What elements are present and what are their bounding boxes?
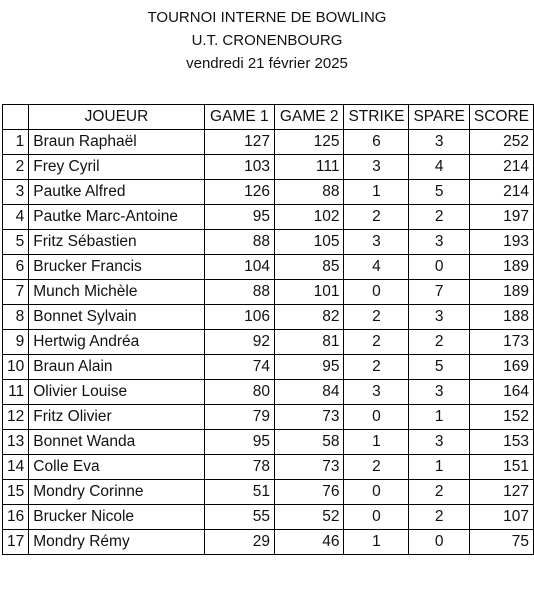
table-row xyxy=(3,380,534,405)
score-cell: 214 xyxy=(469,180,533,205)
player-name-cell: Olivier Louise xyxy=(29,380,204,405)
table-row xyxy=(3,180,534,205)
table-row xyxy=(3,330,534,355)
table-row xyxy=(3,505,534,530)
club-name: U.T. CRONENBOURG xyxy=(191,32,343,49)
spare-cell: 7 xyxy=(409,280,469,305)
table-row xyxy=(3,530,534,555)
game1-cell: 80 xyxy=(204,380,274,405)
score-cell: 188 xyxy=(469,305,533,330)
rank-cell: 10 xyxy=(3,355,29,380)
score-cell: 164 xyxy=(469,380,533,405)
game2-cell: 73 xyxy=(274,455,344,480)
spare-cell: 1 xyxy=(409,405,469,430)
game2-cell: 52 xyxy=(274,505,344,530)
spare-cell: 3 xyxy=(409,430,469,455)
game2-cell: 101 xyxy=(274,280,344,305)
table-row xyxy=(3,155,534,180)
rank-cell: 16 xyxy=(3,505,29,530)
score-cell: 252 xyxy=(469,130,533,155)
strike-cell: 3 xyxy=(344,155,409,180)
title-block xyxy=(0,6,534,75)
player-name-cell: Pautke Marc-Antoine xyxy=(29,205,204,230)
rank-cell: 3 xyxy=(3,180,29,205)
game2-cell: 85 xyxy=(274,255,344,280)
game2-cell: 73 xyxy=(274,405,344,430)
rank-cell: 17 xyxy=(3,530,29,555)
spare-cell: 2 xyxy=(409,480,469,505)
score-cell: 173 xyxy=(469,330,533,355)
score-cell: 127 xyxy=(469,480,533,505)
game1-cell: 51 xyxy=(204,480,274,505)
spare-cell: 5 xyxy=(409,180,469,205)
strike-cell: 2 xyxy=(344,330,409,355)
rank-cell: 4 xyxy=(3,205,29,230)
rank-cell: 7 xyxy=(3,280,29,305)
player-name-cell: Munch Michèle xyxy=(29,280,204,305)
strike-cell: 0 xyxy=(344,505,409,530)
player-name-cell: Colle Eva xyxy=(29,455,204,480)
player-name-cell: Hertwig Andréa xyxy=(29,330,204,355)
score-cell: 193 xyxy=(469,230,533,255)
score-cell: 152 xyxy=(469,405,533,430)
spare-cell: 4 xyxy=(409,155,469,180)
strike-cell: 2 xyxy=(344,305,409,330)
game1-cell: 95 xyxy=(204,205,274,230)
game2-cell: 95 xyxy=(274,355,344,380)
table-row xyxy=(3,280,534,305)
score-cell: 107 xyxy=(469,505,533,530)
strike-cell: 6 xyxy=(344,130,409,155)
table-row xyxy=(3,355,534,380)
player-name-cell: Braun Alain xyxy=(29,355,204,380)
rank-cell: 12 xyxy=(3,405,29,430)
strike-cell: 1 xyxy=(344,180,409,205)
player-name-cell: Braun Raphaël xyxy=(29,130,204,155)
tournament-date: vendredi 21 février 2025 xyxy=(186,55,348,72)
rank-cell: 8 xyxy=(3,305,29,330)
spare-cell: 3 xyxy=(409,380,469,405)
game2-cell: 58 xyxy=(274,430,344,455)
score-cell: 75 xyxy=(469,530,533,555)
game1-header: GAME 1 xyxy=(204,105,274,130)
game2-cell: 88 xyxy=(274,180,344,205)
table-row xyxy=(3,230,534,255)
strike-cell: 2 xyxy=(344,355,409,380)
game1-cell: 95 xyxy=(204,430,274,455)
score-header: SCORE xyxy=(469,105,533,130)
player-name-cell: Bonnet Sylvain xyxy=(29,305,204,330)
rank-cell: 6 xyxy=(3,255,29,280)
strike-cell: 4 xyxy=(344,255,409,280)
rank-cell: 13 xyxy=(3,430,29,455)
game2-cell: 82 xyxy=(274,305,344,330)
table-row xyxy=(3,405,534,430)
spare-cell: 0 xyxy=(409,255,469,280)
strike-cell: 2 xyxy=(344,455,409,480)
game2-cell: 84 xyxy=(274,380,344,405)
rank-header xyxy=(3,105,29,130)
spare-cell: 3 xyxy=(409,230,469,255)
player-name-cell: Fritz Olivier xyxy=(29,405,204,430)
strike-header: STRIKE xyxy=(344,105,409,130)
strike-cell: 1 xyxy=(344,430,409,455)
spare-cell: 2 xyxy=(409,205,469,230)
strike-cell: 0 xyxy=(344,480,409,505)
player-header: JOUEUR xyxy=(29,105,204,130)
score-cell: 153 xyxy=(469,430,533,455)
player-name-cell: Brucker Nicole xyxy=(29,505,204,530)
game2-cell: 111 xyxy=(274,155,344,180)
game1-cell: 88 xyxy=(204,280,274,305)
strike-cell: 2 xyxy=(344,205,409,230)
tournament-title: TOURNOI INTERNE DE BOWLING xyxy=(147,9,387,26)
rank-cell: 9 xyxy=(3,330,29,355)
game1-cell: 29 xyxy=(204,530,274,555)
player-name-cell: Pautke Alfred xyxy=(29,180,204,205)
spare-cell: 1 xyxy=(409,455,469,480)
table-row xyxy=(3,305,534,330)
spare-cell: 2 xyxy=(409,505,469,530)
game1-cell: 88 xyxy=(204,230,274,255)
table-row xyxy=(3,205,534,230)
strike-cell: 0 xyxy=(344,405,409,430)
player-name-cell: Brucker Francis xyxy=(29,255,204,280)
game2-cell: 102 xyxy=(274,205,344,230)
spare-cell: 5 xyxy=(409,355,469,380)
game1-cell: 103 xyxy=(204,155,274,180)
player-name-cell: Mondry Corinne xyxy=(29,480,204,505)
game2-cell: 125 xyxy=(274,130,344,155)
strike-cell: 3 xyxy=(344,380,409,405)
game2-header: GAME 2 xyxy=(274,105,344,130)
rank-cell: 5 xyxy=(3,230,29,255)
game1-cell: 55 xyxy=(204,505,274,530)
strike-cell: 1 xyxy=(344,530,409,555)
game2-cell: 46 xyxy=(274,530,344,555)
rank-cell: 14 xyxy=(3,455,29,480)
spare-cell: 3 xyxy=(409,305,469,330)
game2-cell: 81 xyxy=(274,330,344,355)
rank-cell: 11 xyxy=(3,380,29,405)
score-cell: 151 xyxy=(469,455,533,480)
table-row xyxy=(3,255,534,280)
player-name-cell: Bonnet Wanda xyxy=(29,430,204,455)
game1-cell: 78 xyxy=(204,455,274,480)
player-name-cell: Mondry Rémy xyxy=(29,530,204,555)
spare-cell: 0 xyxy=(409,530,469,555)
score-cell: 214 xyxy=(469,155,533,180)
score-cell: 169 xyxy=(469,355,533,380)
results-table xyxy=(2,104,534,555)
rank-cell: 15 xyxy=(3,480,29,505)
table-row xyxy=(3,480,534,505)
rank-cell: 1 xyxy=(3,130,29,155)
player-name-cell: Fritz Sébastien xyxy=(29,230,204,255)
strike-cell: 0 xyxy=(344,280,409,305)
game1-cell: 79 xyxy=(204,405,274,430)
game1-cell: 127 xyxy=(204,130,274,155)
score-cell: 197 xyxy=(469,205,533,230)
rank-cell: 2 xyxy=(3,155,29,180)
score-cell: 189 xyxy=(469,255,533,280)
game2-cell: 76 xyxy=(274,480,344,505)
spare-cell: 3 xyxy=(409,130,469,155)
strike-cell: 3 xyxy=(344,230,409,255)
table-row xyxy=(3,130,534,155)
header-row xyxy=(3,105,534,130)
game2-cell: 105 xyxy=(274,230,344,255)
spare-header: SPARE xyxy=(409,105,469,130)
table-row xyxy=(3,430,534,455)
player-name-cell: Frey Cyril xyxy=(29,155,204,180)
game1-cell: 74 xyxy=(204,355,274,380)
game1-cell: 106 xyxy=(204,305,274,330)
table-row xyxy=(3,455,534,480)
score-cell: 189 xyxy=(469,280,533,305)
game1-cell: 104 xyxy=(204,255,274,280)
game1-cell: 92 xyxy=(204,330,274,355)
game1-cell: 126 xyxy=(204,180,274,205)
spare-cell: 2 xyxy=(409,330,469,355)
